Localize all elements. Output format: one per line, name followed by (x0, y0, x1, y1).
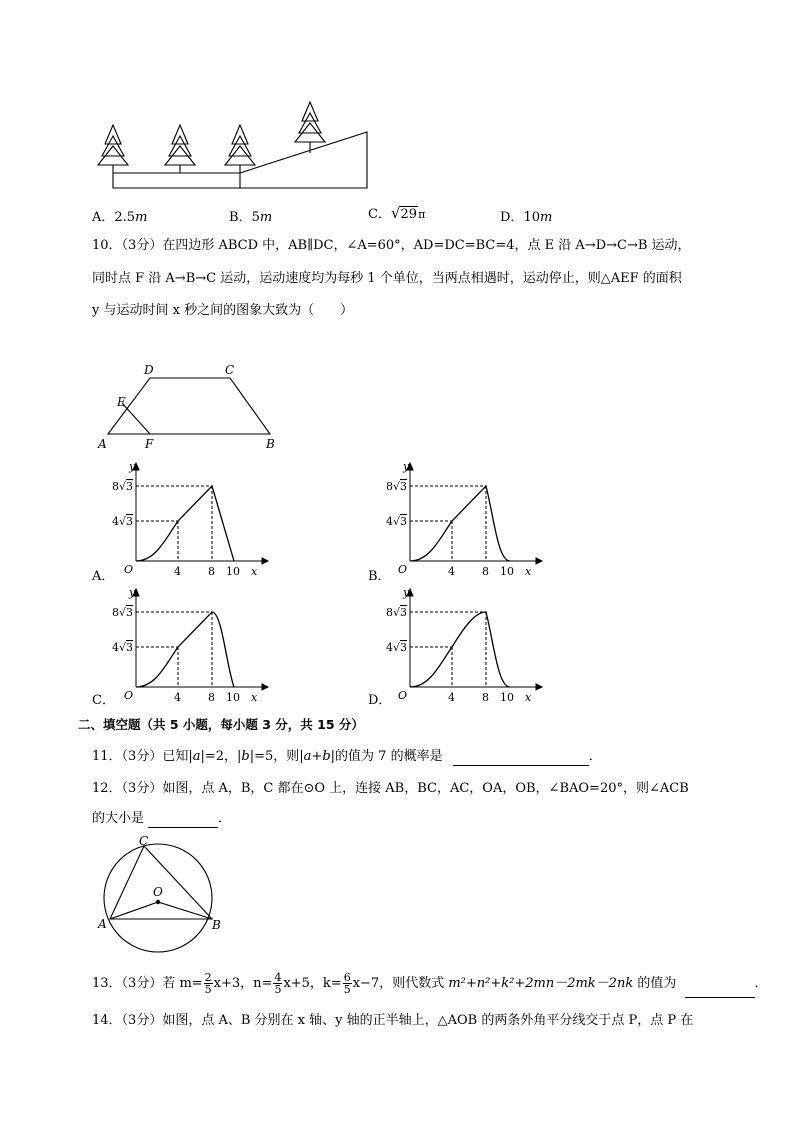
svg-text:4: 4 (448, 691, 455, 704)
label-o: O (153, 885, 163, 899)
q12-answer-blank[interactable] (148, 813, 218, 828)
fraction: $\frac{4}{5}$ (274, 971, 282, 996)
q10-option-c[interactable]: C． (92, 693, 115, 708)
x-axis-label: x (251, 565, 258, 578)
svg-text:10: 10 (226, 691, 240, 704)
q13-answer-blank[interactable] (685, 983, 755, 998)
tick-4r3: 4 (112, 515, 119, 528)
svg-text:8: 8 (482, 565, 489, 578)
q12-text-line2: 的大小是 ． (92, 811, 232, 826)
svg-text:x: x (525, 691, 532, 704)
q11-text: 11．（3分）已知|a|=2，|b|=5，则|a+b|的值为 7 的概率是 ． (92, 749, 602, 764)
label-c: C (225, 363, 235, 377)
svg-text:4: 4 (386, 641, 393, 654)
q10-trapezoid-figure (92, 360, 292, 452)
svg-text:3: 3 (400, 515, 407, 528)
q9-option-d[interactable]: D．10m (500, 210, 553, 225)
label-e: E (117, 395, 126, 409)
q13-text: 13．（3分）若 m= $\frac{2}{5}$ x+3，n= $\frac{4}{5}$ x+5，k= $\frac{6}{5}$ x−7，则代数式 m²+n²+k²+2mn－2mk－2nk 的值为 ． (92, 971, 768, 996)
q10-text-line1: 10．（3分）在四边形 ABCD 中，AB∥DC，∠A=60°，AD=DC=BC=4，点 E 沿 A→D→C→B 运动， (92, 238, 691, 253)
q10-option-d[interactable]: D． (368, 693, 392, 708)
label-a: A (98, 917, 107, 931)
q10-text-line2: 同时点 F 沿 A→B→C 运动，运动速度均为每秒 1 个单位，当两点相遇时，运动停止，则△AEF 的面积 (92, 271, 682, 286)
svg-text:√: √ (119, 480, 127, 493)
y-axis-label: y (129, 460, 136, 473)
svg-text:√: √ (393, 515, 401, 528)
label-b: B (266, 437, 275, 451)
label-f: F (145, 437, 154, 451)
tree-icon (165, 125, 195, 173)
q9-option-b[interactable]: B．5m (229, 210, 273, 225)
tick-8: 8 (208, 565, 215, 578)
svg-text:√: √ (119, 641, 127, 654)
label-a: A (98, 437, 107, 451)
svg-text:O: O (398, 689, 408, 702)
label-c: C (139, 834, 149, 848)
q10-graph-d[interactable] (386, 584, 546, 704)
svg-text:x: x (525, 565, 532, 578)
label-d: D (144, 363, 154, 377)
svg-text:10: 10 (500, 565, 514, 578)
svg-text:y: y (403, 586, 410, 599)
svg-text:√: √ (393, 480, 401, 493)
svg-text:3: 3 (126, 515, 133, 528)
svg-text:3: 3 (400, 641, 407, 654)
q9-option-c[interactable]: C．√29π (368, 204, 426, 222)
label-b: B (212, 918, 221, 932)
tick-4: 4 (174, 565, 181, 578)
svg-text:3: 3 (400, 606, 407, 619)
q11-answer-blank[interactable] (453, 751, 589, 766)
tick-10: 10 (226, 565, 240, 578)
q10-option-a[interactable]: A． (92, 569, 115, 584)
tree-icon (295, 102, 325, 153)
svg-text:4: 4 (112, 641, 119, 654)
tick-8r3: 8 (112, 480, 119, 493)
q10-graph-b[interactable] (386, 458, 546, 578)
svg-text:8: 8 (208, 691, 215, 704)
tree-icon (98, 125, 128, 173)
svg-text:4: 4 (174, 691, 181, 704)
svg-text:10: 10 (500, 691, 514, 704)
svg-text:3: 3 (126, 606, 133, 619)
q12-text-line1: 12．（3分）如图，点 A，B，C 都在⊙O 上，连接 AB，BC，AC，OA，OB，∠BAO=20°，则∠ACB (92, 781, 689, 796)
q10-graph-a[interactable] (112, 458, 272, 578)
svg-text:3: 3 (126, 480, 133, 493)
q9-option-a[interactable]: A．2.5m (92, 210, 148, 225)
tree-icon (225, 125, 255, 173)
q10-graph-c[interactable] (112, 584, 272, 704)
section-2-title: 二、填空题（共 5 小题，每小题 3 分，共 15 分） (78, 717, 364, 732)
svg-text:O: O (124, 689, 134, 702)
q10-text-line3: y 与运动时间 x 秒之间的图象大致为（ ） (92, 303, 354, 318)
svg-text:3: 3 (400, 480, 407, 493)
svg-text:y: y (129, 586, 136, 599)
svg-text:√: √ (119, 606, 127, 619)
svg-text:O: O (398, 563, 408, 576)
svg-text:√: √ (393, 641, 401, 654)
svg-text:x: x (251, 691, 258, 704)
svg-text:3: 3 (126, 641, 133, 654)
svg-text:8: 8 (386, 480, 393, 493)
svg-text:√: √ (393, 606, 401, 619)
q10-option-b[interactable]: B． (368, 569, 391, 584)
q9-slope-figure (95, 100, 375, 192)
q12-circle-figure (94, 832, 234, 960)
svg-text:y: y (403, 460, 410, 473)
svg-text:8: 8 (112, 606, 119, 619)
svg-text:4: 4 (386, 515, 393, 528)
q14-text-line1: 14．（3分）如图，点 A、B 分别在 x 轴、y 轴的正半轴上，△AOB 的两条外角平分线交于点 P，点 P 在 (92, 1013, 694, 1028)
svg-text:8: 8 (386, 606, 393, 619)
svg-text:4: 4 (448, 565, 455, 578)
origin-label: O (124, 563, 134, 576)
fraction: $\frac{2}{5}$ (204, 971, 212, 996)
svg-text:8: 8 (482, 691, 489, 704)
fraction: $\frac{6}{5}$ (343, 971, 351, 996)
svg-text:√: √ (119, 515, 127, 528)
